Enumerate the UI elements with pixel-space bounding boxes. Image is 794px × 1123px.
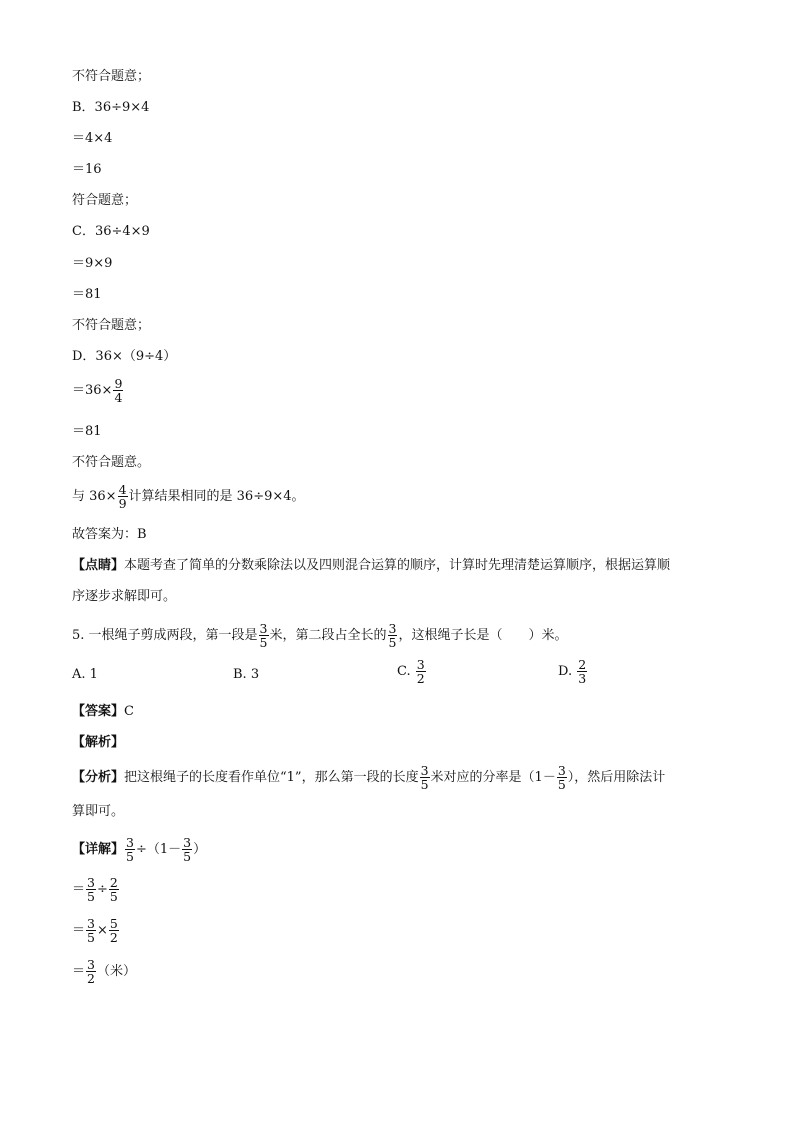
fraction: $\frac{9}{4}$ xyxy=(114,376,123,405)
text-line: 符合题意； xyxy=(72,193,138,208)
fenxi-line: 【分析】把这根绳子的长度看作单位“1”，那么第一段的长度 $\frac{3}{5}$ 米对应的分率是（1－ $\frac{3}{5}$ ），然后用除法计 xyxy=(72,763,666,792)
text-line: ＝16 xyxy=(72,162,102,177)
fraction: $\frac{3}{5}$ xyxy=(126,835,134,864)
fraction: $\frac{2}{5}$ xyxy=(109,875,118,904)
text-line: D．36×（9÷4） xyxy=(72,349,177,364)
text-line: C．36÷4×9 xyxy=(72,224,150,239)
equation-line: ＝36× $\frac{9}{4}$ xyxy=(72,376,123,405)
jiexi-tag: 【解析】 xyxy=(72,735,125,750)
xiangjie-line: 【详解】 $\frac{3}{5}$ ÷（1－ $\frac{3}{5}$ ） xyxy=(72,835,207,864)
fenxi-tag: 【分析】 xyxy=(72,770,125,785)
text-line: B．36÷9×4 xyxy=(72,100,150,115)
answer-line xyxy=(72,704,134,720)
fraction: $\frac{3}{2}$ xyxy=(416,657,425,686)
fraction: $\frac{3}{5}$ xyxy=(87,875,95,904)
text-line: ＝81 xyxy=(72,287,102,302)
fraction: $\frac{2}{3}$ xyxy=(578,657,587,686)
fraction: $\frac{3}{5}$ xyxy=(388,621,397,650)
text-line: 故答案为：B xyxy=(72,527,147,542)
option-c: C. $\frac{3}{2}$ xyxy=(397,657,425,686)
text-line: ＝4×4 xyxy=(72,131,113,146)
text-line: 算即可。 xyxy=(72,804,125,819)
fraction: $\frac{3}{2}$ xyxy=(87,957,95,986)
xiangjie-tag: 【详解】 xyxy=(72,842,125,857)
option-d: D. $\frac{2}{3}$ xyxy=(558,657,587,686)
text-line: 不符合题意。 xyxy=(72,455,151,470)
fraction: $\frac{3}{5}$ xyxy=(557,763,566,792)
fraction: $\frac{3}{5}$ xyxy=(87,916,95,945)
fraction: $\frac{3}{5}$ xyxy=(420,763,429,792)
text-line: 序逐步求解即可。 xyxy=(72,589,177,604)
dianjing-tag: 【点睛】 xyxy=(72,558,125,573)
option-b: B. 3 xyxy=(233,667,260,682)
text-line: ＝81 xyxy=(72,424,102,439)
fraction: $\frac{4}{9}$ xyxy=(118,482,127,511)
text-line: 不符合题意； xyxy=(72,318,151,333)
answer-tag: 【答案】 xyxy=(72,704,125,719)
question-5: 5. 一根绳子剪成两段，第一段是 $\frac{3}{5}$ 米，第二段占全长的 $\frac{3}{5}$ ，这根绳子长是（ ）米。 xyxy=(72,621,568,650)
text-line: 不符合题意； xyxy=(72,69,151,84)
equation-line: ＝ $\frac{3}{2}$ （米） xyxy=(72,957,136,986)
fraction: $\frac{3}{5}$ xyxy=(259,621,268,650)
dianjing-line: 【点睛】本题考查了简单的分数乘除法以及四则混合运算的顺序，计算时先理清楚运算顺序，根据运算顺 xyxy=(72,558,671,573)
jiexi-line xyxy=(72,735,124,751)
equation-line: 与 36× $\frac{4}{9}$ 计算结果相同的是 36÷9×4。 xyxy=(72,482,305,511)
option-a: A. 1 xyxy=(72,667,98,682)
equation-line: ＝ $\frac{3}{5}$ ÷ $\frac{2}{5}$ xyxy=(72,875,118,904)
fraction: $\frac{5}{2}$ xyxy=(109,916,118,945)
equation-line: ＝ $\frac{3}{5}$ × $\frac{5}{2}$ xyxy=(72,916,118,945)
text-line: ＝9×9 xyxy=(72,256,113,271)
answer-value: C xyxy=(124,704,134,719)
fraction: $\frac{3}{5}$ xyxy=(183,835,192,864)
